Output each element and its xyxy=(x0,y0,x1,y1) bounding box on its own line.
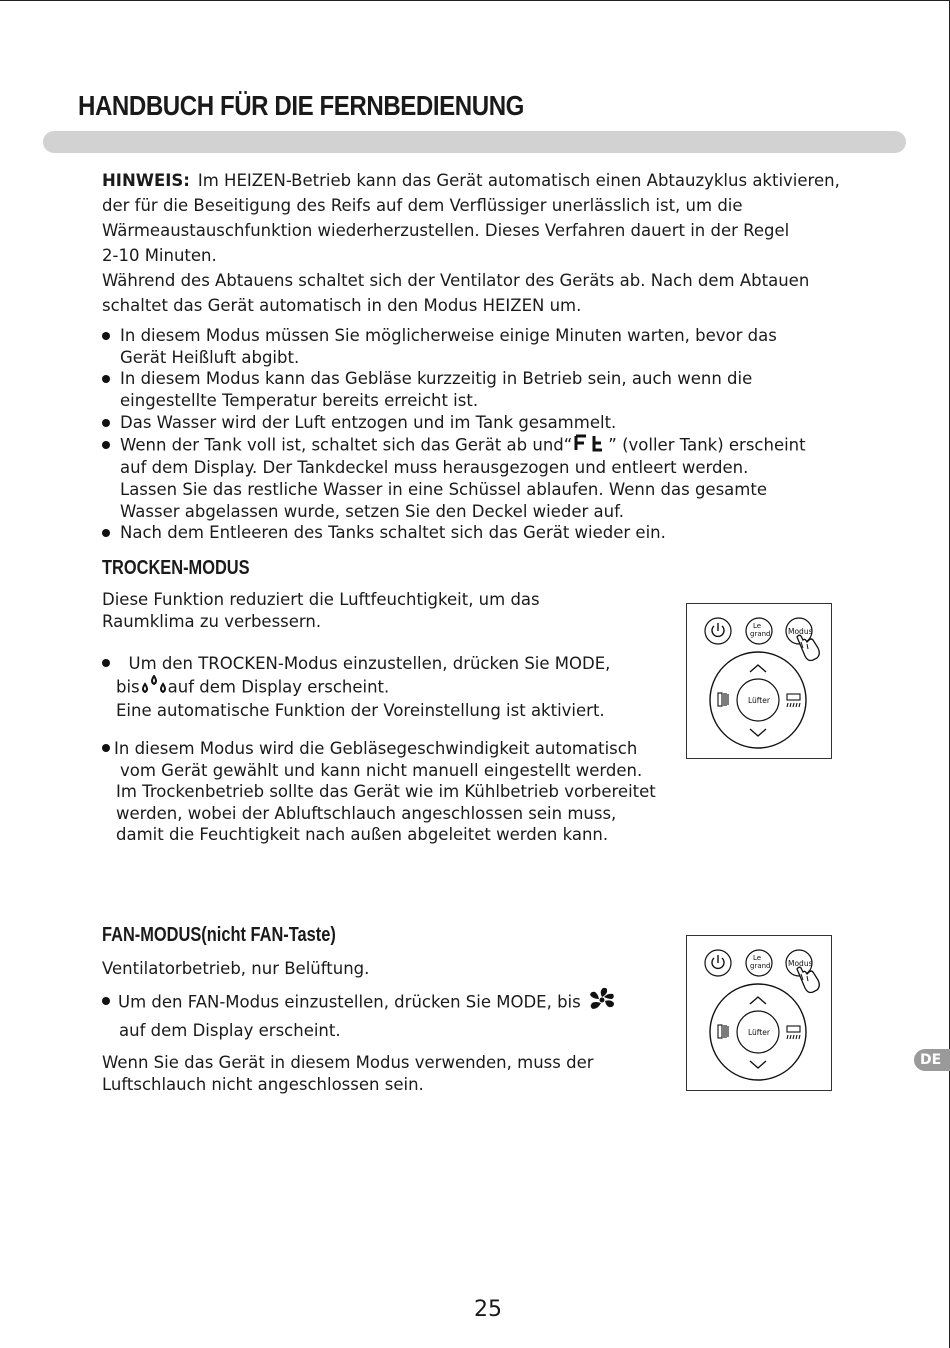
modus-label: Modus xyxy=(788,627,813,636)
chevron-down-icon xyxy=(750,729,766,736)
hinweis-line: Während des Abtauens schaltet sich der Ventilator des Geräts ab. Nach dem Abtauen xyxy=(102,271,810,290)
full-tank-display-icon xyxy=(572,434,608,458)
chevron-down-icon xyxy=(750,1061,766,1068)
list-item xyxy=(102,325,806,368)
fan-instruction xyxy=(102,986,618,1041)
fan-mode-heading: FAN-MODUS(nicht FAN-Taste) xyxy=(102,924,336,946)
page-title: HANDBUCH FÜR DIE FERNBEDIENUNG xyxy=(78,90,524,121)
power-icon xyxy=(705,618,731,644)
list-item-line: Gerät Heißluft abgibt. xyxy=(120,347,300,367)
dry-instruction-line: Eine automatische Funktion der Voreinstellung ist aktiviert. xyxy=(116,701,605,720)
hinweis-line: Im HEIZEN-Betrieb kann das Gerät automatisch einen Abtauzyklus aktivieren, xyxy=(197,171,840,190)
list-item-line: Wasser abgelassen wurde, setzen Sie den Deckel wieder auf. xyxy=(120,501,624,521)
dry-instruction-line: Um den TROCKEN-Modus einzustellen, drücken Sie MODE, xyxy=(128,654,611,673)
bullet-dot xyxy=(102,659,110,667)
hinweis-block xyxy=(102,168,840,318)
fan-note-line: Wenn Sie das Gerät in diesem Modus verwenden, muss der xyxy=(102,1053,594,1072)
dry-note-line: vom Gerät gewählt und kann nicht manuell eingestellt werden. xyxy=(120,760,643,780)
list-item xyxy=(102,522,806,544)
hinweis-line: schaltet das Gerät automatisch in den Modus HEIZEN um. xyxy=(102,296,582,315)
legrand-label-bottom: grand xyxy=(750,630,771,638)
fan-note-line: Luftschlauch nicht angeschlossen sein. xyxy=(102,1074,424,1094)
list-item-line: Das Wasser wird der Luft entzogen und im Tank gesammelt. xyxy=(120,412,617,432)
dry-instruction xyxy=(102,653,610,722)
dry-note-line: Im Trockenbetrieb sollte das Gerät wie im Kühlbetrieb vorbereitet xyxy=(116,782,656,801)
dry-instruction-line: bis xyxy=(116,676,140,696)
hinweis-line: 2-10 Minuten. xyxy=(102,246,217,265)
list-item-line: In diesem Modus kann das Gebläse kurzzeitig in Betrieb sein, auch wenn die xyxy=(120,369,753,389)
page-border-top xyxy=(0,0,949,1)
bullet-dot xyxy=(102,744,110,752)
louver-icon xyxy=(787,1026,800,1039)
legrand-label-top: Le xyxy=(753,954,762,962)
louver-icon xyxy=(787,694,800,707)
dry-note-line: damit die Feuchtigkeit nach außen abgeleitet werden kann. xyxy=(116,825,609,844)
dry-note xyxy=(102,738,656,846)
list-item-line: Nach dem Entleeren des Tanks schaltet sich das Gerät wieder ein. xyxy=(120,523,666,543)
list-item-line: Lassen Sie das restliche Wasser in eine Schüssel ablaufen. Wenn das gesamte xyxy=(120,479,767,499)
hinweis-label: HINWEIS: xyxy=(102,171,190,190)
swing-icon xyxy=(718,693,728,706)
pointing-hand-icon xyxy=(797,967,819,992)
fan-icon xyxy=(586,986,618,1020)
heating-notes-list xyxy=(102,325,806,544)
hinweis-line: Wärmeaustauschfunktion wiederherzustellen. Dieses Verfahren dauert in der Regel xyxy=(102,221,790,240)
language-tab: DE xyxy=(914,1049,950,1071)
list-item-line: auf dem Display. Der Tankdeckel muss herausgezogen und entleert werden. xyxy=(120,458,749,478)
legrand-label-top: Le xyxy=(753,622,762,630)
water-drops-icon xyxy=(140,675,168,701)
pointing-hand-icon xyxy=(797,635,819,660)
list-item xyxy=(102,368,806,411)
dry-intro-line: Raumklima zu verbessern. xyxy=(102,611,322,631)
bullet-dot xyxy=(102,997,110,1005)
fan-intro: Ventilatorbetrieb, nur Belüftung. xyxy=(102,959,370,978)
chevron-up-icon xyxy=(750,997,766,1004)
dry-intro-line: Diese Funktion reduziert die Luftfeuchtigkeit, um das xyxy=(102,590,540,609)
modus-label: Modus xyxy=(788,959,813,968)
dry-intro xyxy=(102,589,540,632)
list-item xyxy=(102,434,806,523)
remote-control-illustration xyxy=(686,935,832,1091)
lufter-label: Lüfter xyxy=(748,696,770,705)
lufter-label: Lüfter xyxy=(748,1028,770,1037)
hinweis-line: der für die Beseitigung des Reifs auf dem Verflüssiger unerlässlich ist, um die xyxy=(102,196,743,215)
title-underline-bar xyxy=(43,131,906,153)
dry-mode-heading: TROCKEN-MODUS xyxy=(102,557,250,579)
remote-control-illustration xyxy=(686,603,832,759)
chevron-up-icon xyxy=(750,665,766,672)
list-item-line: In diesem Modus müssen Sie möglicherweise einige Minuten warten, bevor das xyxy=(120,326,777,345)
legrand-label-bottom: grand xyxy=(750,962,771,970)
dry-note-line: werden, wobei der Abluftschlauch angeschlossen sein muss, xyxy=(116,803,617,823)
dry-note-line: In diesem Modus wird die Gebläsegeschwindigkeit automatisch xyxy=(114,739,638,758)
list-item xyxy=(102,412,806,434)
page-number: 25 xyxy=(474,1297,502,1322)
dry-instruction-line: auf dem Display erscheint. xyxy=(167,676,390,696)
list-item-line: eingestellte Temperatur bereits erreicht ist. xyxy=(120,391,479,411)
fan-note xyxy=(102,1052,594,1095)
list-item-line: Wenn der Tank voll ist, schaltet sich das Gerät ab und“ xyxy=(120,434,573,454)
swing-icon xyxy=(718,1025,728,1038)
list-item-line: ” (voller Tank) erscheint xyxy=(608,434,806,454)
power-icon xyxy=(705,950,731,976)
fan-instruction-line: Um den FAN-Modus einzustellen, drücken Sie MODE, bis xyxy=(118,992,581,1012)
fan-instruction-line: auf dem Display erscheint. xyxy=(119,1020,341,1040)
